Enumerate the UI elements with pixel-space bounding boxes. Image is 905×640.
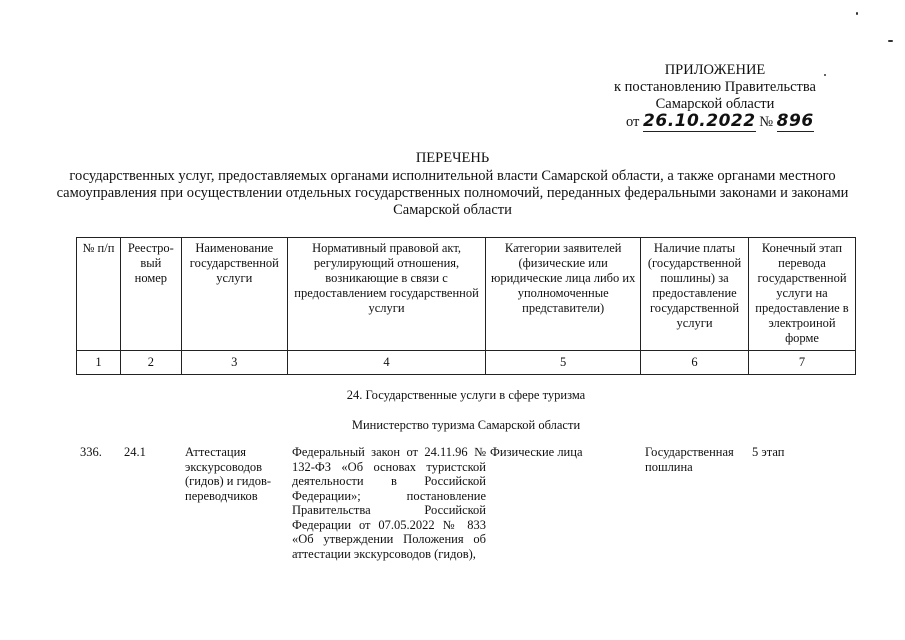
header-cell: Конечный этап перевода государственной услуги на предоставление в электроиной форме bbox=[749, 238, 856, 351]
row-registry-number: 24.1 bbox=[124, 445, 146, 459]
date-prefix: от bbox=[626, 114, 640, 130]
header-cell: Категории заявителей (физические или юридические лица либо их уполномоченные представители) bbox=[486, 238, 641, 351]
title-subtitle: государственных услуг, предоставляемых органами исполнительной власти Самарской области, а также органами местного самоуправления при осуществлении отдельных государственных полномочий, переданных федеральными законами и законами Самарской области bbox=[56, 168, 849, 218]
table-header-row bbox=[77, 238, 856, 351]
column-number: 3 bbox=[181, 351, 287, 375]
column-number: 4 bbox=[287, 351, 486, 375]
row-number: 336. bbox=[80, 445, 102, 459]
column-number: 6 bbox=[641, 351, 749, 375]
ministry-heading: Министерство туризма Самарской области bbox=[351, 418, 581, 432]
appendix-block bbox=[600, 62, 830, 131]
appendix-title: ПРИЛОЖЕНИЕ bbox=[664, 62, 766, 78]
column-number-row bbox=[77, 351, 856, 375]
row-stage: 5 этап bbox=[752, 445, 785, 459]
column-number: 2 bbox=[120, 351, 181, 375]
scan-speck bbox=[856, 12, 858, 15]
column-number: 7 bbox=[749, 351, 856, 375]
handwritten-number: 896 bbox=[776, 111, 814, 131]
column-number: 5 bbox=[486, 351, 641, 375]
services-table bbox=[76, 237, 856, 375]
number-prefix: № bbox=[759, 114, 774, 130]
row-legal-act: Федеральный закон от 24.11.96 № 132-ФЗ «Об основах туристской деятельности в Российской Федерации»; постановление Правительства Российской Федерации от 07.05.2022 № 833 «Об утверждении Положения об аттестации экскурсоводов (гидов), bbox=[292, 445, 486, 561]
appendix-line-2: Самарской области bbox=[655, 96, 775, 112]
appendix-date-line bbox=[600, 113, 830, 131]
document-title bbox=[40, 150, 865, 219]
row-fee: Государственная пошлина bbox=[645, 445, 734, 474]
scan-speck bbox=[888, 40, 893, 42]
handwritten-date: 26.10.2022 bbox=[643, 111, 756, 131]
appendix-line-1: к постановлению Правительства bbox=[614, 79, 816, 95]
header-cell: Наименование государственной услуги bbox=[181, 238, 287, 351]
row-service-name: Аттестация экскурсоводов (гидов) и гидов-переводчиков bbox=[185, 445, 272, 503]
header-cell: № п/п bbox=[77, 238, 121, 351]
header-cell: Нормативный правовой акт, регулирующий отношения, возникающие в связи с предоставлением государственной услуги bbox=[287, 238, 486, 351]
column-number: 1 bbox=[77, 351, 121, 375]
header-cell: Наличие платы (государственной пошлины) за предоставление государственной услуги bbox=[641, 238, 749, 351]
row-applicants: Физические лица bbox=[490, 445, 583, 459]
scan-speck bbox=[824, 74, 826, 76]
header-cell: Реестро-вый номер bbox=[120, 238, 181, 351]
section-heading: 24. Государственные услуги в сфере туризма bbox=[346, 388, 586, 402]
title-heading: ПЕРЕЧЕНЬ bbox=[415, 150, 490, 166]
